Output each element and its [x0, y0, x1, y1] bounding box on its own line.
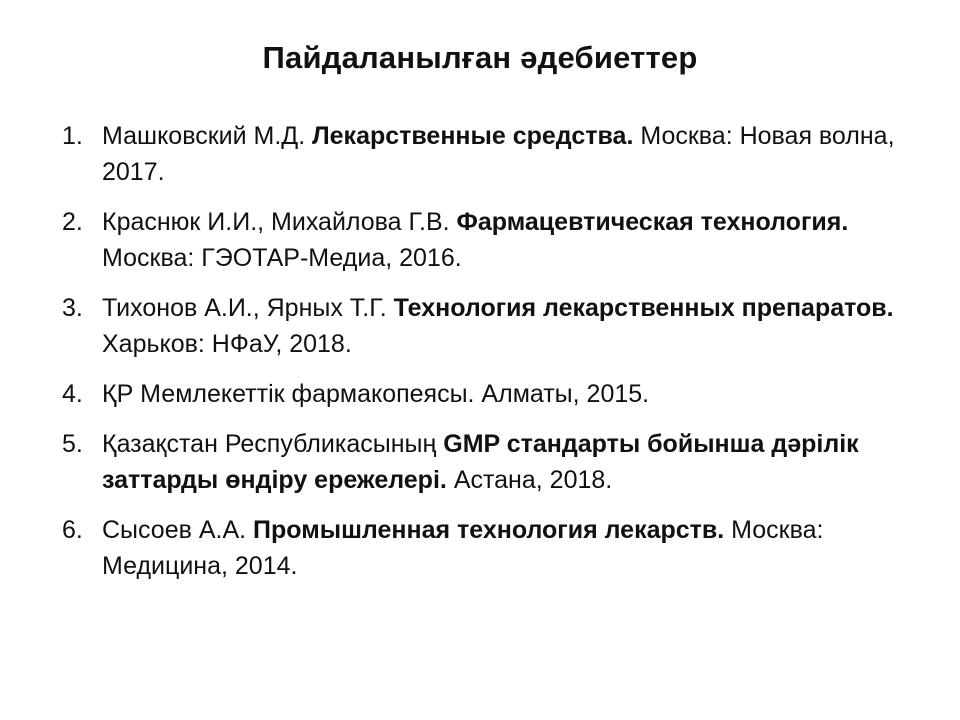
reference-authors: Краснюк И.И., Михайлова Г.В.: [102, 208, 450, 236]
reference-number: 5.: [62, 430, 83, 458]
reference-publisher: Астана, 2018.: [453, 466, 613, 494]
reference-publisher: Москва: ГЭОТАР-Медиа, 2016.: [102, 244, 462, 272]
reference-book-title: GMP стандарты бойынша дәрілік заттарды өндіру ережелері.: [102, 430, 859, 494]
reference-publisher: Москва: Новая волна, 2017.: [102, 122, 895, 186]
reference-text: [102, 426, 922, 498]
reference-text: [102, 204, 922, 276]
reference-list: [62, 118, 922, 598]
reference-text: [102, 512, 922, 584]
reference-number: 6.: [62, 516, 83, 544]
reference-item-2: [62, 204, 922, 276]
reference-text: [102, 376, 922, 412]
reference-authors: Сысоев А.А.: [102, 516, 247, 544]
reference-number: 4.: [62, 380, 83, 408]
reference-text: [102, 290, 922, 362]
reference-authors: Тихонов А.И., Ярных Т.Г.: [102, 294, 387, 322]
reference-publisher: Харьков: НФаУ, 2018.: [102, 330, 352, 358]
reference-item-6: [62, 512, 922, 584]
reference-publisher: Москва: Медицина, 2014.: [102, 516, 824, 580]
reference-text: [102, 118, 922, 190]
reference-item-5: [62, 426, 922, 498]
reference-book-title: Промышленная технология лекарств.: [253, 516, 725, 544]
reference-number: 1.: [62, 122, 83, 150]
reference-item-3: [62, 290, 922, 362]
reference-authors: Қазақстан Республикасының: [102, 430, 437, 458]
slide-title: Пайдаланылған әдебиеттер: [262, 40, 698, 75]
reference-book-title: Фармацевтическая технология.: [456, 208, 849, 236]
reference-authors: ҚР Мемлекеттік фармакопеясы. Алматы, 2015.: [102, 380, 650, 408]
reference-book-title: Лекарственные средства.: [312, 122, 634, 150]
reference-number: 3.: [62, 294, 83, 322]
reference-number: 2.: [62, 208, 83, 236]
reference-item-1: [62, 118, 922, 190]
reference-authors: Машковский М.Д.: [102, 122, 306, 150]
reference-book-title: Технология лекарственных препаратов.: [393, 294, 894, 322]
reference-item-4: [62, 376, 922, 412]
